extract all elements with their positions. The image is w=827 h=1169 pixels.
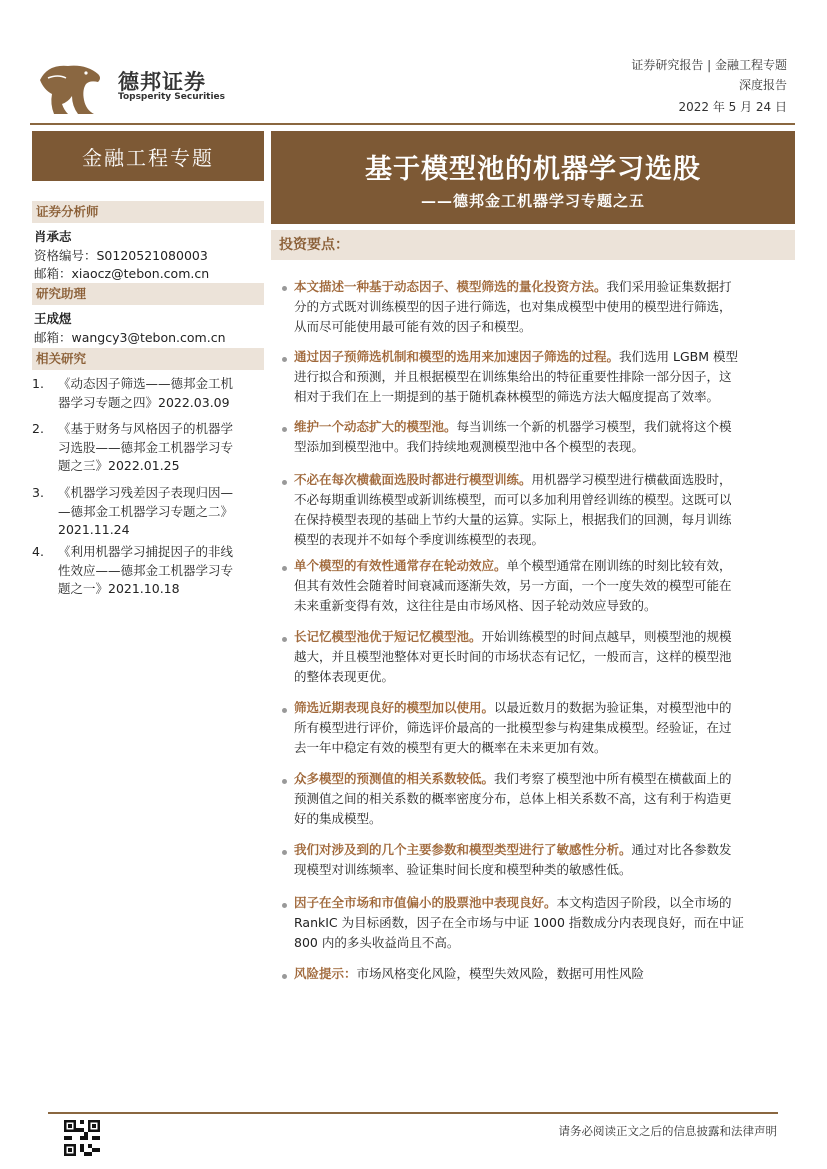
bullet-line: 800 内的多头收益尚且不高。 — [294, 935, 460, 950]
bullet-line: 从而尽可能使用最可能有效的因子和模型。 — [294, 319, 532, 334]
bullet-dot-icon — [282, 566, 287, 571]
header-divider — [30, 123, 795, 125]
bullet-line: 相对于我们在上一期提到的基于随机森林模型的筛选方法大幅度提高了效率。 — [294, 389, 720, 404]
brand-name-en: Topsperity Securities — [118, 92, 225, 102]
bullet-line: 模型的表现并不如每个季度训练模型的表现。 — [294, 532, 545, 547]
related-item-line: 器学习专题之四》2022.03.09 — [58, 394, 230, 410]
section-title-box: 金融工程专题 — [32, 131, 264, 181]
bullet-text: 通过对比各参数发 — [631, 842, 732, 857]
qr-code-icon[interactable] — [64, 1120, 100, 1156]
bullet-highlight: 本文描述一种基于动态因子、模型筛选的量化投资方法。 — [294, 279, 607, 294]
bullet-highlight: 不必在每次横截面选股时都进行模型训练。 — [294, 472, 532, 487]
related-item-line: 性效应——德邦金工机器学习专 — [58, 562, 234, 578]
bullet-line: 预测值之间的相关系数的概率密度分布，总体上相关系数不高，这有利于构造更 — [294, 791, 732, 806]
bullet-highlight: 通过因子预筛选机制和模型的选用来加速因子筛选的过程。 — [294, 349, 620, 364]
bullet-text: 市场风格变化风险，模型失效风险，数据可用性风险 — [356, 966, 645, 981]
bullet-item — [294, 417, 789, 457]
brand-name-cn: 德邦证券 — [118, 70, 206, 94]
bullet-highlight: 维护一个动态扩大的模型池。 — [294, 419, 457, 434]
bullet-text: 开始训练模型的时间点越早，则模型池的规模 — [481, 629, 732, 644]
bullet-line: 越大，并且模型池整体对更长时间的市场状态有记忆，一般而言，这样的模型池 — [294, 649, 732, 664]
related-item[interactable] — [58, 484, 264, 540]
bullet-line: 在保持模型表现的基础上节约大量的运算。实际上，根据我们的回测，每月训练 — [294, 512, 732, 527]
bullet-dot-icon — [282, 708, 287, 713]
bullet-dot-icon — [282, 357, 287, 362]
bullet-text: 以最近数月的数据为验证集，对模型池中的 — [494, 700, 732, 715]
related-item-line: 《动态因子筛选——德邦金工机 — [58, 376, 234, 391]
bullet-text: 我们考察了模型池中所有模型在横截面上的 — [494, 771, 732, 786]
related-item-line: 2021.11.24 — [58, 522, 130, 537]
bullet-line: 不必每期重训练模型或新训练模型，而可以多加利用曾经训练的模型。这既可以 — [294, 492, 732, 507]
related-item-line: 《利用机器学习捕捉因子的非线 — [58, 544, 234, 559]
bullet-line: RankIC 为目标函数，因子在全市场与中证 1000 指数成分内表现良好，而在中证 — [294, 915, 744, 930]
bullet-line: 进行拟合和预测，并且根据模型在训练集给出的特征重要性排除一部分因子，这 — [294, 369, 732, 384]
related-item-line: 题之三》2022.01.25 — [58, 458, 180, 473]
related-item-line: 习选股——德邦金工机器学习专 — [58, 439, 234, 455]
bullet-line: 现模型对训练频率、验证集时间长度和模型种类的敏感性低。 — [294, 862, 632, 877]
bullet-text: 每当训练一个新的机器学习模型，我们就将这个模 — [456, 419, 732, 434]
related-item-line: —德邦金工机器学习专题之二》 — [58, 503, 234, 519]
report-subtype: 深度报告 — [738, 78, 787, 92]
bullet-dot-icon — [282, 637, 287, 642]
bullet-highlight: 单个模型的有效性通常存在轮动效应。 — [294, 558, 507, 573]
footer-divider — [48, 1112, 778, 1114]
analyst-email[interactable]: 邮箱：xiaocz@tebon.com.cn — [34, 266, 210, 281]
bullet-item — [294, 470, 789, 550]
bullet-highlight: 因子在全市场和市值偏小的股票池中表现良好。 — [294, 895, 557, 910]
bullet-item — [294, 556, 789, 616]
bullet-item — [294, 964, 789, 984]
bullet-dot-icon — [282, 903, 287, 908]
bullet-text: 本文构造因子阶段，以全市场的 — [556, 895, 732, 910]
bullet-line: 所有模型进行评价，筛选评价最高的一批模型参与构建集成模型。经验证，在过 — [294, 720, 732, 735]
related-item[interactable] — [58, 543, 264, 599]
bullet-line: 分的方式既对训练模型的因子进行筛选，也对集成模型中使用的模型进行筛选， — [294, 299, 732, 314]
bullet-line: 型添加到模型池中。我们持续地观测模型池中各个模型的表现。 — [294, 439, 645, 454]
bullet-text: 用机器学习模型进行横截面选股时， — [531, 472, 732, 487]
report-date: 2022 年 5 月 24 日 — [678, 100, 787, 114]
related-item-line: 题之一》2021.10.18 — [58, 581, 180, 596]
bullet-item — [294, 840, 789, 880]
report-subtitle: ——德邦金工机器学习专题之五 — [420, 192, 645, 210]
assistant-heading: 研究助理 — [32, 283, 264, 305]
assistant-name: 王成煜 — [34, 311, 72, 326]
bullet-text: 我们选用 LGBM 模型 — [619, 349, 738, 364]
bullet-item — [294, 277, 789, 337]
bullet-dot-icon — [282, 974, 287, 979]
report-type: 证券研究报告 | 金融工程专题 — [631, 58, 787, 72]
bullet-item — [294, 698, 789, 758]
related-research-heading: 相关研究 — [32, 348, 264, 370]
related-item-number: 2. — [32, 421, 44, 436]
bullet-highlight: 长记忆模型池优于短记忆模型池。 — [294, 629, 482, 644]
bullet-line: 的整体表现更优。 — [294, 669, 395, 684]
bullet-highlight: 我们对涉及到的几个主要参数和模型类型进行了敏感性分析。 — [294, 842, 632, 857]
bullet-highlight: 风险提示： — [294, 966, 357, 981]
bullet-dot-icon — [282, 779, 287, 784]
bullet-item — [294, 347, 789, 407]
report-title: 基于模型池的机器学习选股 — [365, 154, 701, 185]
bullet-dot-icon — [282, 480, 287, 485]
bullet-dot-icon — [282, 850, 287, 855]
bullet-highlight: 众多模型的预测值的相关系数较低。 — [294, 771, 495, 786]
bullet-line: 去一年中稳定有效的模型有更大的概率在未来更加有效。 — [294, 740, 607, 755]
analyst-name: 肖承志 — [34, 229, 72, 244]
related-item-number: 3. — [32, 485, 44, 500]
related-item-number: 4. — [32, 544, 44, 559]
related-item-number: 1. — [32, 376, 44, 391]
bullet-item — [294, 893, 789, 953]
related-item[interactable] — [58, 420, 264, 476]
title-banner — [271, 131, 795, 224]
bullet-item — [294, 627, 789, 687]
analyst-cert: 资格编号：S0120521080003 — [34, 248, 208, 263]
analyst-heading: 证券分析师 — [32, 201, 264, 223]
bullet-line: 但其有效性会随着时间衰减而逐渐失效，另一方面，一个一度失效的模型可能在 — [294, 578, 732, 593]
bullet-highlight: 筛选近期表现良好的模型加以使用。 — [294, 700, 495, 715]
related-item-line: 《基于财务与风格因子的机器学 — [58, 421, 234, 436]
bullet-line: 好的集成模型。 — [294, 811, 382, 826]
bullet-text: 单个模型通常在刚训练的时刻比较有效， — [506, 558, 732, 573]
bullet-dot-icon — [282, 427, 287, 432]
bullet-item — [294, 769, 789, 829]
related-item-line: 《机器学习残差因子表现归因— — [58, 485, 234, 500]
assistant-email[interactable]: 邮箱：wangcy3@tebon.com.cn — [34, 330, 226, 345]
related-item[interactable] — [58, 375, 264, 412]
tebon-logo-icon — [38, 60, 104, 116]
bullet-line: 未来重新变得有效，这往往是由市场风格、因子轮动效应导致的。 — [294, 598, 657, 613]
bullet-text: 我们采用验证集数据打 — [606, 279, 732, 294]
footer-disclaimer: 请务必阅读正文之后的信息披露和法律声明 — [558, 1124, 777, 1138]
bullet-dot-icon — [282, 286, 287, 291]
investment-points-heading: 投资要点： — [271, 230, 795, 260]
